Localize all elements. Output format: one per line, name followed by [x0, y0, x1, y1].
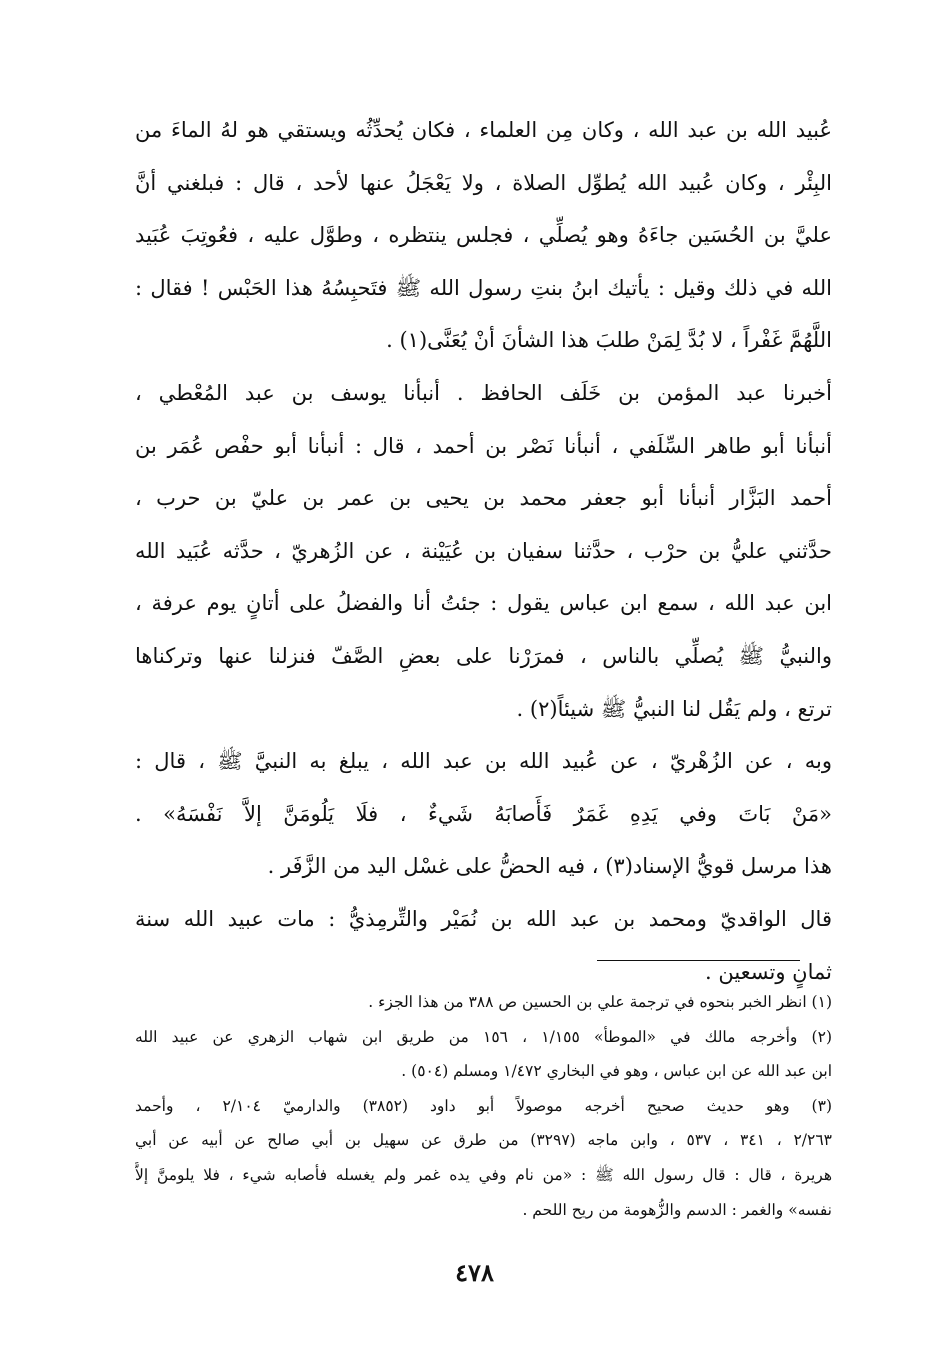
- text-line: البِئْر ، وكان عُبيد الله يُطوِّل الصلاة ، ولا يَعْجَلُ عنها لأحد ، قال : فبلغني أنَّ: [135, 170, 832, 195]
- text-line: الله في ذلك وقيل : يأتيك ابنُ بنتِ رسول الله ﷺ فتَحبِسُهُ هذا الحَبْس ! فقال :: [135, 275, 832, 300]
- footnote-line: ٢/٢٦٣ ، ٣٤١ ، ٥٣٧ ، وابن ماجه (٣٢٩٧) من طرق عن سهيل بن أبي صالح عن أبيه عن أبي: [135, 1131, 832, 1150]
- text-line: اللَّهُمَّ غَفْراً ، لا بُدَّ لِمَنْ طلبَ هذا الشأنَ أنْ يُعَنَّى(١) .: [386, 328, 832, 353]
- text-line: والنبيُّ ﷺ يُصلِّي بالناس ، فمرَرْنا على بعضِ الصَّفّ فنزلنا عنها وتركناها: [135, 643, 832, 668]
- page-number: ٤٧٨: [455, 1258, 494, 1287]
- text-line: قال الواقديّ ومحمد بن عبد الله بن نُمَيْر والتِّرمِذيُّ : مات عبيد الله سنة: [135, 906, 832, 931]
- text-line: أخبرنا عبد المؤمن بن خَلَف الحافظ . أنبأنا يوسف بن عبد المُعْطي ،: [135, 380, 832, 405]
- main-text: [135, 104, 832, 998]
- footnote-line: نفسه» والغمر : الدسم والزُّهومة من ريح اللحم .: [522, 1200, 832, 1219]
- text-line: ترتع ، ولم يَقُل لنا النبيُّ ﷺ شيئاً(٢) .: [516, 696, 832, 721]
- footnote-line: هريرة ، قال : قال رسول الله ﷺ : «من نام وفي يده غمر ولم يغسله فأصابه شيء ، فلا يلومنَّ إلاَّ: [135, 1165, 832, 1184]
- text-line: وبه ، عن الزُهْريّ ، عن عُبيد الله بن عبد الله ، يبلغ به النبيَّ ﷺ ، قال :: [135, 749, 832, 774]
- footnote-separator: [597, 960, 800, 961]
- text-line: أحمد البَزَّار أنبأنا أبو جعفر محمد بن يحيى بن عمر بن عليّ بن حرب ،: [135, 486, 832, 511]
- text-line: عليَّ بن الحُسَين جاءَهُ وهو يُصلِّي ، فجلس ينتظره ، وطوَّل عليه ، فعُوتِبَ عُبَيد: [135, 223, 832, 248]
- text-line: أنبأنا أبو طاهر السِّلَفي ، أنبأنا نَصْر بن أحمد ، قال : أنبأنا أبو حفْص عُمَر بن: [135, 433, 832, 458]
- text-line: ثمانٍ وتسعين .: [704, 959, 832, 984]
- footnote-line: (١) انظر الخبر بنحوه في ترجمة علي بن الحسين ص ٣٨٨ من هذا الجزء .: [368, 993, 832, 1011]
- text-line: هذا مرسل قويُّ الإسناد(٣) ، فيه الحضُّ على غسْل اليد من الزَّفَر .: [267, 854, 832, 879]
- text-line: حدَّثني عليُّ بن حرْب ، حدَّثنا سفيان بن عُيَيْنة ، عن الزُهريّ ، حدَّثه عُبَيد الله: [135, 538, 832, 563]
- text-line: عُبيد الله بن عبد الله ، وكان مِن العلماء ، فكان يُحدِّثُه ويستقي هو لهُ الماءَ من: [135, 118, 832, 142]
- footnotes: [135, 985, 832, 1227]
- text-line: ابن عبد الله ، سمع ابن عباس يقول : جئتُ أنا والفضلُ على أتانٍ يوم عرفة ،: [135, 591, 832, 616]
- text-line: «مَنْ بَاتَ وفي يَدِهِ غَمَرٌ فَأَصابَهُ شَيءٌ ، فلَا يَلُومَنَّ إلاَّ نَفْسَهُ» .: [135, 801, 832, 826]
- footnote-line: (٢) وأخرجه مالك في «الموطأ» ١/١٥٥ ، ١٥٦ من طريق ابن شهاب الزهري عن عبيد الله: [135, 1027, 832, 1046]
- footnote-line: (٣) وهو حديث صحيح أخرجه موصولاً أبو داود (٣٨٥٢) والدارميّ ٢/١٠٤ ، وأحمد: [135, 1096, 832, 1115]
- footnote-line: ابن عبد الله عن ابن عباس ، وهو في البخاري ١/٤٧٢ ومسلم (٥٠٤) .: [401, 1062, 832, 1081]
